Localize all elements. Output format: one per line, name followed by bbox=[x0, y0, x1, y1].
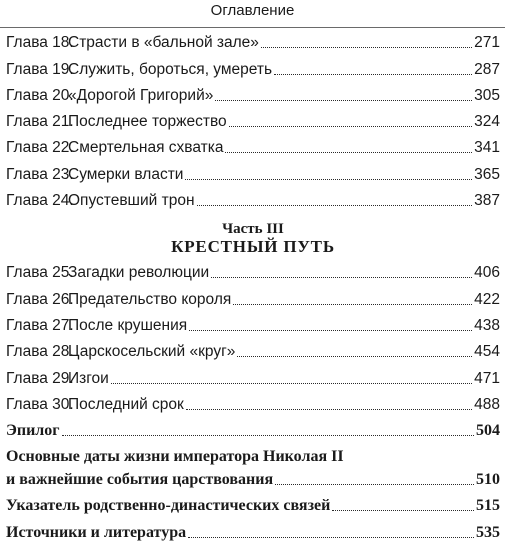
page-number: 488 bbox=[474, 395, 500, 413]
chapter-number: Глава 26. bbox=[6, 290, 74, 308]
page-number: 387 bbox=[474, 192, 500, 210]
toc-entry-key-dates[interactable] bbox=[6, 447, 500, 491]
page-number: 510 bbox=[476, 471, 500, 489]
page-number: 287 bbox=[474, 60, 500, 78]
chapter-title: Служить, бороться, умереть bbox=[68, 60, 273, 78]
page-number: 365 bbox=[474, 165, 500, 183]
table-of-contents bbox=[6, 28, 500, 544]
chapter-title: Загадки революции bbox=[68, 264, 210, 282]
chapter-number: Глава 21. bbox=[6, 113, 74, 131]
dot-leader bbox=[332, 509, 474, 511]
dot-leader bbox=[185, 178, 472, 180]
dot-leader bbox=[111, 382, 472, 384]
dot-leader bbox=[275, 483, 474, 485]
page-number: 471 bbox=[474, 369, 500, 387]
dot-leader bbox=[211, 276, 472, 278]
chapter-number: Глава 30. bbox=[6, 395, 74, 413]
toc-entry-chapter-29[interactable] bbox=[6, 363, 500, 389]
chapter-number: Глава 29. bbox=[6, 369, 74, 387]
page-number: 305 bbox=[474, 86, 500, 104]
chapter-number: Глава 22. bbox=[6, 139, 74, 157]
part-number: Часть III bbox=[222, 221, 284, 238]
toc-entry-chapter-20[interactable] bbox=[6, 81, 500, 107]
part-title: КРЕСТНЫЙ ПУТЬ bbox=[171, 237, 335, 257]
chapter-title: Последний срок bbox=[68, 395, 184, 413]
dot-leader bbox=[229, 125, 472, 127]
dot-leader bbox=[189, 329, 472, 331]
toc-entry-sources[interactable] bbox=[6, 517, 500, 543]
page-number: 438 bbox=[474, 316, 500, 334]
page-number: 406 bbox=[474, 264, 500, 282]
chapter-title: Изгои bbox=[68, 369, 109, 387]
dot-leader bbox=[225, 151, 472, 153]
toc-entry-dynastic-index[interactable] bbox=[6, 491, 500, 517]
chapter-title: «Дорогой Григорий» bbox=[68, 86, 214, 104]
page-number: 324 bbox=[474, 113, 500, 131]
toc-entry-epilogue[interactable] bbox=[6, 416, 500, 442]
chapter-number: Глава 27. bbox=[6, 316, 74, 334]
chapter-title: Последнее торжество bbox=[68, 113, 227, 131]
chapter-title: После крушения bbox=[68, 316, 188, 334]
chapter-number: Глава 19. bbox=[6, 60, 74, 78]
chapter-title: Царскосельский «круг» bbox=[68, 343, 236, 361]
chapter-number: Глава 18. bbox=[6, 34, 74, 52]
toc-entry-chapter-25[interactable] bbox=[6, 258, 500, 284]
page-number: 515 bbox=[476, 497, 500, 515]
chapter-number: Глава 24. bbox=[6, 192, 74, 210]
page-number: 535 bbox=[476, 523, 500, 541]
page-number: 341 bbox=[474, 139, 500, 157]
chapter-number: Глава 25. bbox=[6, 264, 74, 282]
toc-entry-chapter-30[interactable] bbox=[6, 390, 500, 416]
entry-title-line-2: и важнейшие события царствования bbox=[6, 471, 274, 489]
dot-leader bbox=[233, 303, 472, 305]
dot-leader bbox=[197, 204, 473, 206]
entry-title-line-2-row bbox=[6, 467, 500, 491]
entry-title: Источники и литература bbox=[6, 523, 187, 541]
page-number: 422 bbox=[474, 290, 500, 308]
dot-leader bbox=[186, 408, 472, 410]
chapter-number: Глава 20. bbox=[6, 86, 74, 104]
dot-leader bbox=[237, 355, 472, 357]
part-heading bbox=[6, 212, 500, 256]
toc-entry-chapter-22[interactable] bbox=[6, 133, 500, 159]
chapter-title: Опустевший трон bbox=[68, 192, 195, 210]
toc-entry-chapter-24[interactable] bbox=[6, 186, 500, 212]
toc-entry-chapter-19[interactable] bbox=[6, 54, 500, 80]
running-header: Оглавление bbox=[210, 2, 295, 19]
entry-title: Указатель родственно-династических связей bbox=[6, 497, 331, 515]
chapter-title: Сумерки власти bbox=[68, 165, 184, 183]
page-number: 271 bbox=[474, 34, 500, 52]
chapter-title: Страсти в «бальной зале» bbox=[68, 34, 259, 52]
chapter-number: Глава 28. bbox=[6, 343, 74, 361]
dot-leader bbox=[62, 434, 474, 436]
chapter-title: Смертельная схватка bbox=[68, 139, 224, 157]
toc-entry-chapter-28[interactable] bbox=[6, 337, 500, 363]
dot-leader bbox=[188, 536, 474, 538]
page-number: 454 bbox=[474, 343, 500, 361]
toc-entry-chapter-26[interactable] bbox=[6, 284, 500, 310]
chapter-number: Глава 23. bbox=[6, 165, 74, 183]
dot-leader bbox=[261, 46, 472, 48]
dot-leader bbox=[274, 73, 472, 75]
dot-leader bbox=[215, 99, 472, 101]
toc-entry-chapter-23[interactable] bbox=[6, 159, 500, 185]
toc-entry-chapter-18[interactable] bbox=[6, 28, 500, 54]
toc-entry-chapter-21[interactable] bbox=[6, 107, 500, 133]
page-number: 504 bbox=[476, 422, 500, 440]
chapter-title: Предательство короля bbox=[68, 290, 232, 308]
entry-title-line-1: Основные даты жизни императора Николая II bbox=[6, 448, 344, 466]
toc-entry-chapter-27[interactable] bbox=[6, 311, 500, 337]
entry-title: Эпилог bbox=[6, 422, 60, 440]
